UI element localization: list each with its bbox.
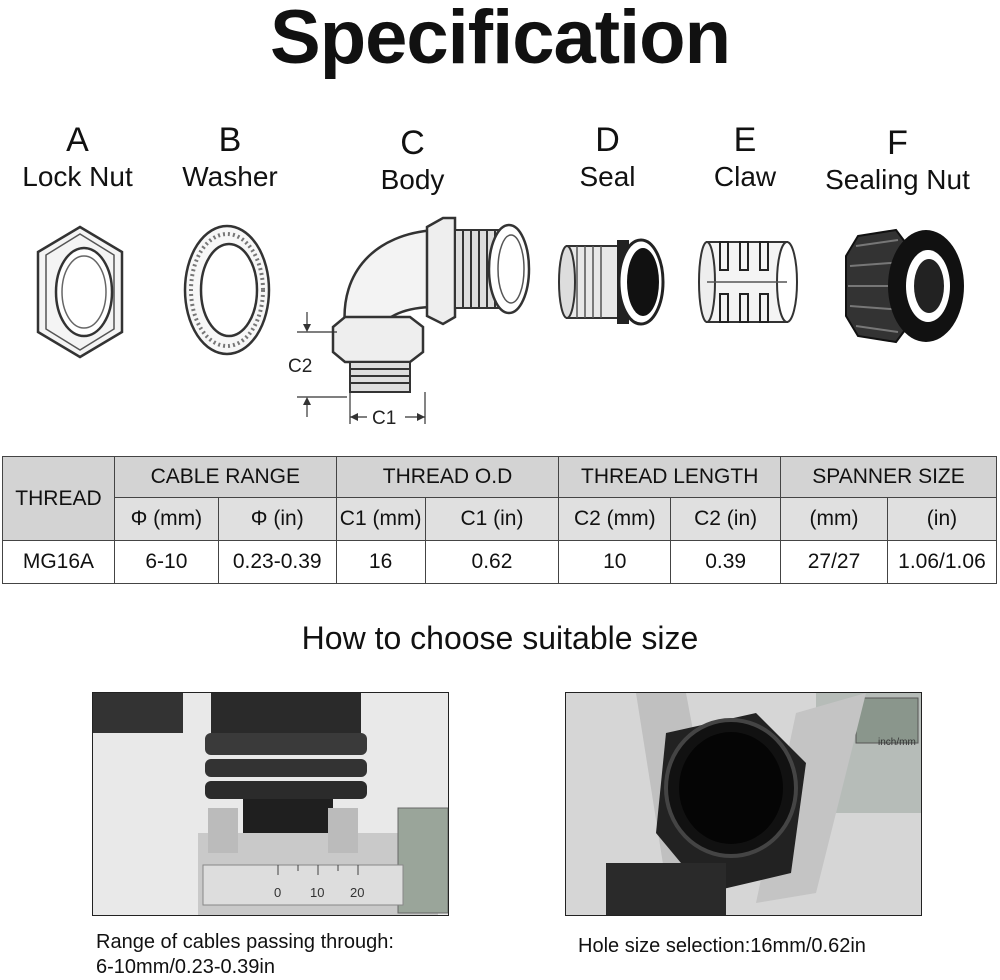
claw-illustration (695, 232, 805, 332)
subheader-phi-in: Φ (in) (218, 498, 336, 541)
part-letter: D (595, 121, 620, 159)
thread-header: THREAD (3, 457, 115, 541)
spec-table (2, 456, 997, 584)
washer-illustration (180, 220, 275, 360)
table-cell: 1.06/1.06 (887, 541, 996, 584)
ruler-tick-label: 20 (350, 885, 365, 900)
part-name: Claw (713, 161, 777, 192)
ruler-tick-label: 10 (310, 885, 325, 900)
subheader-spanner-mm: (mm) (781, 498, 888, 541)
part-f (810, 123, 985, 197)
part-c (345, 123, 480, 197)
body-illustration (285, 212, 540, 432)
spanner-size-header: SPANNER SIZE (781, 457, 997, 498)
table-cell: 0.62 (425, 541, 559, 584)
part-name: Sealing Nut (825, 164, 970, 195)
subheader-c1-in: C1 (in) (425, 498, 559, 541)
subheader-spanner-in: (in) (887, 498, 996, 541)
part-letter: F (887, 124, 908, 162)
part-name: Lock Nut (22, 161, 133, 192)
part-letter: A (66, 121, 89, 159)
cable-range-header: CABLE RANGE (114, 457, 336, 498)
part-name: Washer (182, 161, 278, 192)
table-cell: 10 (559, 541, 671, 584)
part-name: Seal (579, 161, 636, 192)
table-cell: 0.39 (671, 541, 781, 584)
part-name: Body (380, 164, 445, 195)
table-cell: 6-10 (114, 541, 218, 584)
thread-length-header: THREAD LENGTH (559, 457, 781, 498)
thread-od-header: THREAD O.D (336, 457, 559, 498)
part-d (555, 120, 660, 194)
how-to-heading: How to choose suitable size (301, 620, 699, 656)
lock-nut-illustration (30, 222, 130, 362)
subheader-c1-mm: C1 (mm) (336, 498, 425, 541)
part-a (10, 120, 145, 194)
subheader-c2-mm: C2 (mm) (559, 498, 671, 541)
part-e (690, 120, 800, 194)
table-cell: 27/27 (781, 541, 888, 584)
hole-size-photo (565, 692, 922, 916)
right-caption: Hole size selection:16mm/0.62in (578, 935, 866, 957)
cable-range-photo (92, 692, 449, 916)
ruler-tick-label: 0 (274, 885, 282, 900)
part-b (165, 120, 295, 194)
part-letter: C (400, 124, 425, 162)
sealing-nut-illustration (838, 226, 968, 346)
part-letter: B (218, 121, 242, 159)
table-cell: 0.23-0.39 (218, 541, 336, 584)
c2-dimension-label: C2 (288, 356, 313, 377)
table-cell: MG16A (3, 541, 115, 584)
part-letter: E (733, 121, 757, 159)
table-row (3, 541, 997, 584)
c1-dimension-label: C1 (372, 408, 397, 429)
page-title: Specification (270, 0, 730, 80)
seal-illustration (555, 232, 670, 332)
subheader-c2-in: C2 (in) (671, 498, 781, 541)
caliper-unit-label: inch/mm (878, 737, 916, 748)
table-cell: 16 (336, 541, 425, 584)
left-caption-line2: 6-10mm/0.23-0.39in (96, 956, 275, 978)
subheader-phi-mm: Φ (mm) (114, 498, 218, 541)
left-caption-line1: Range of cables passing through: (96, 931, 394, 953)
